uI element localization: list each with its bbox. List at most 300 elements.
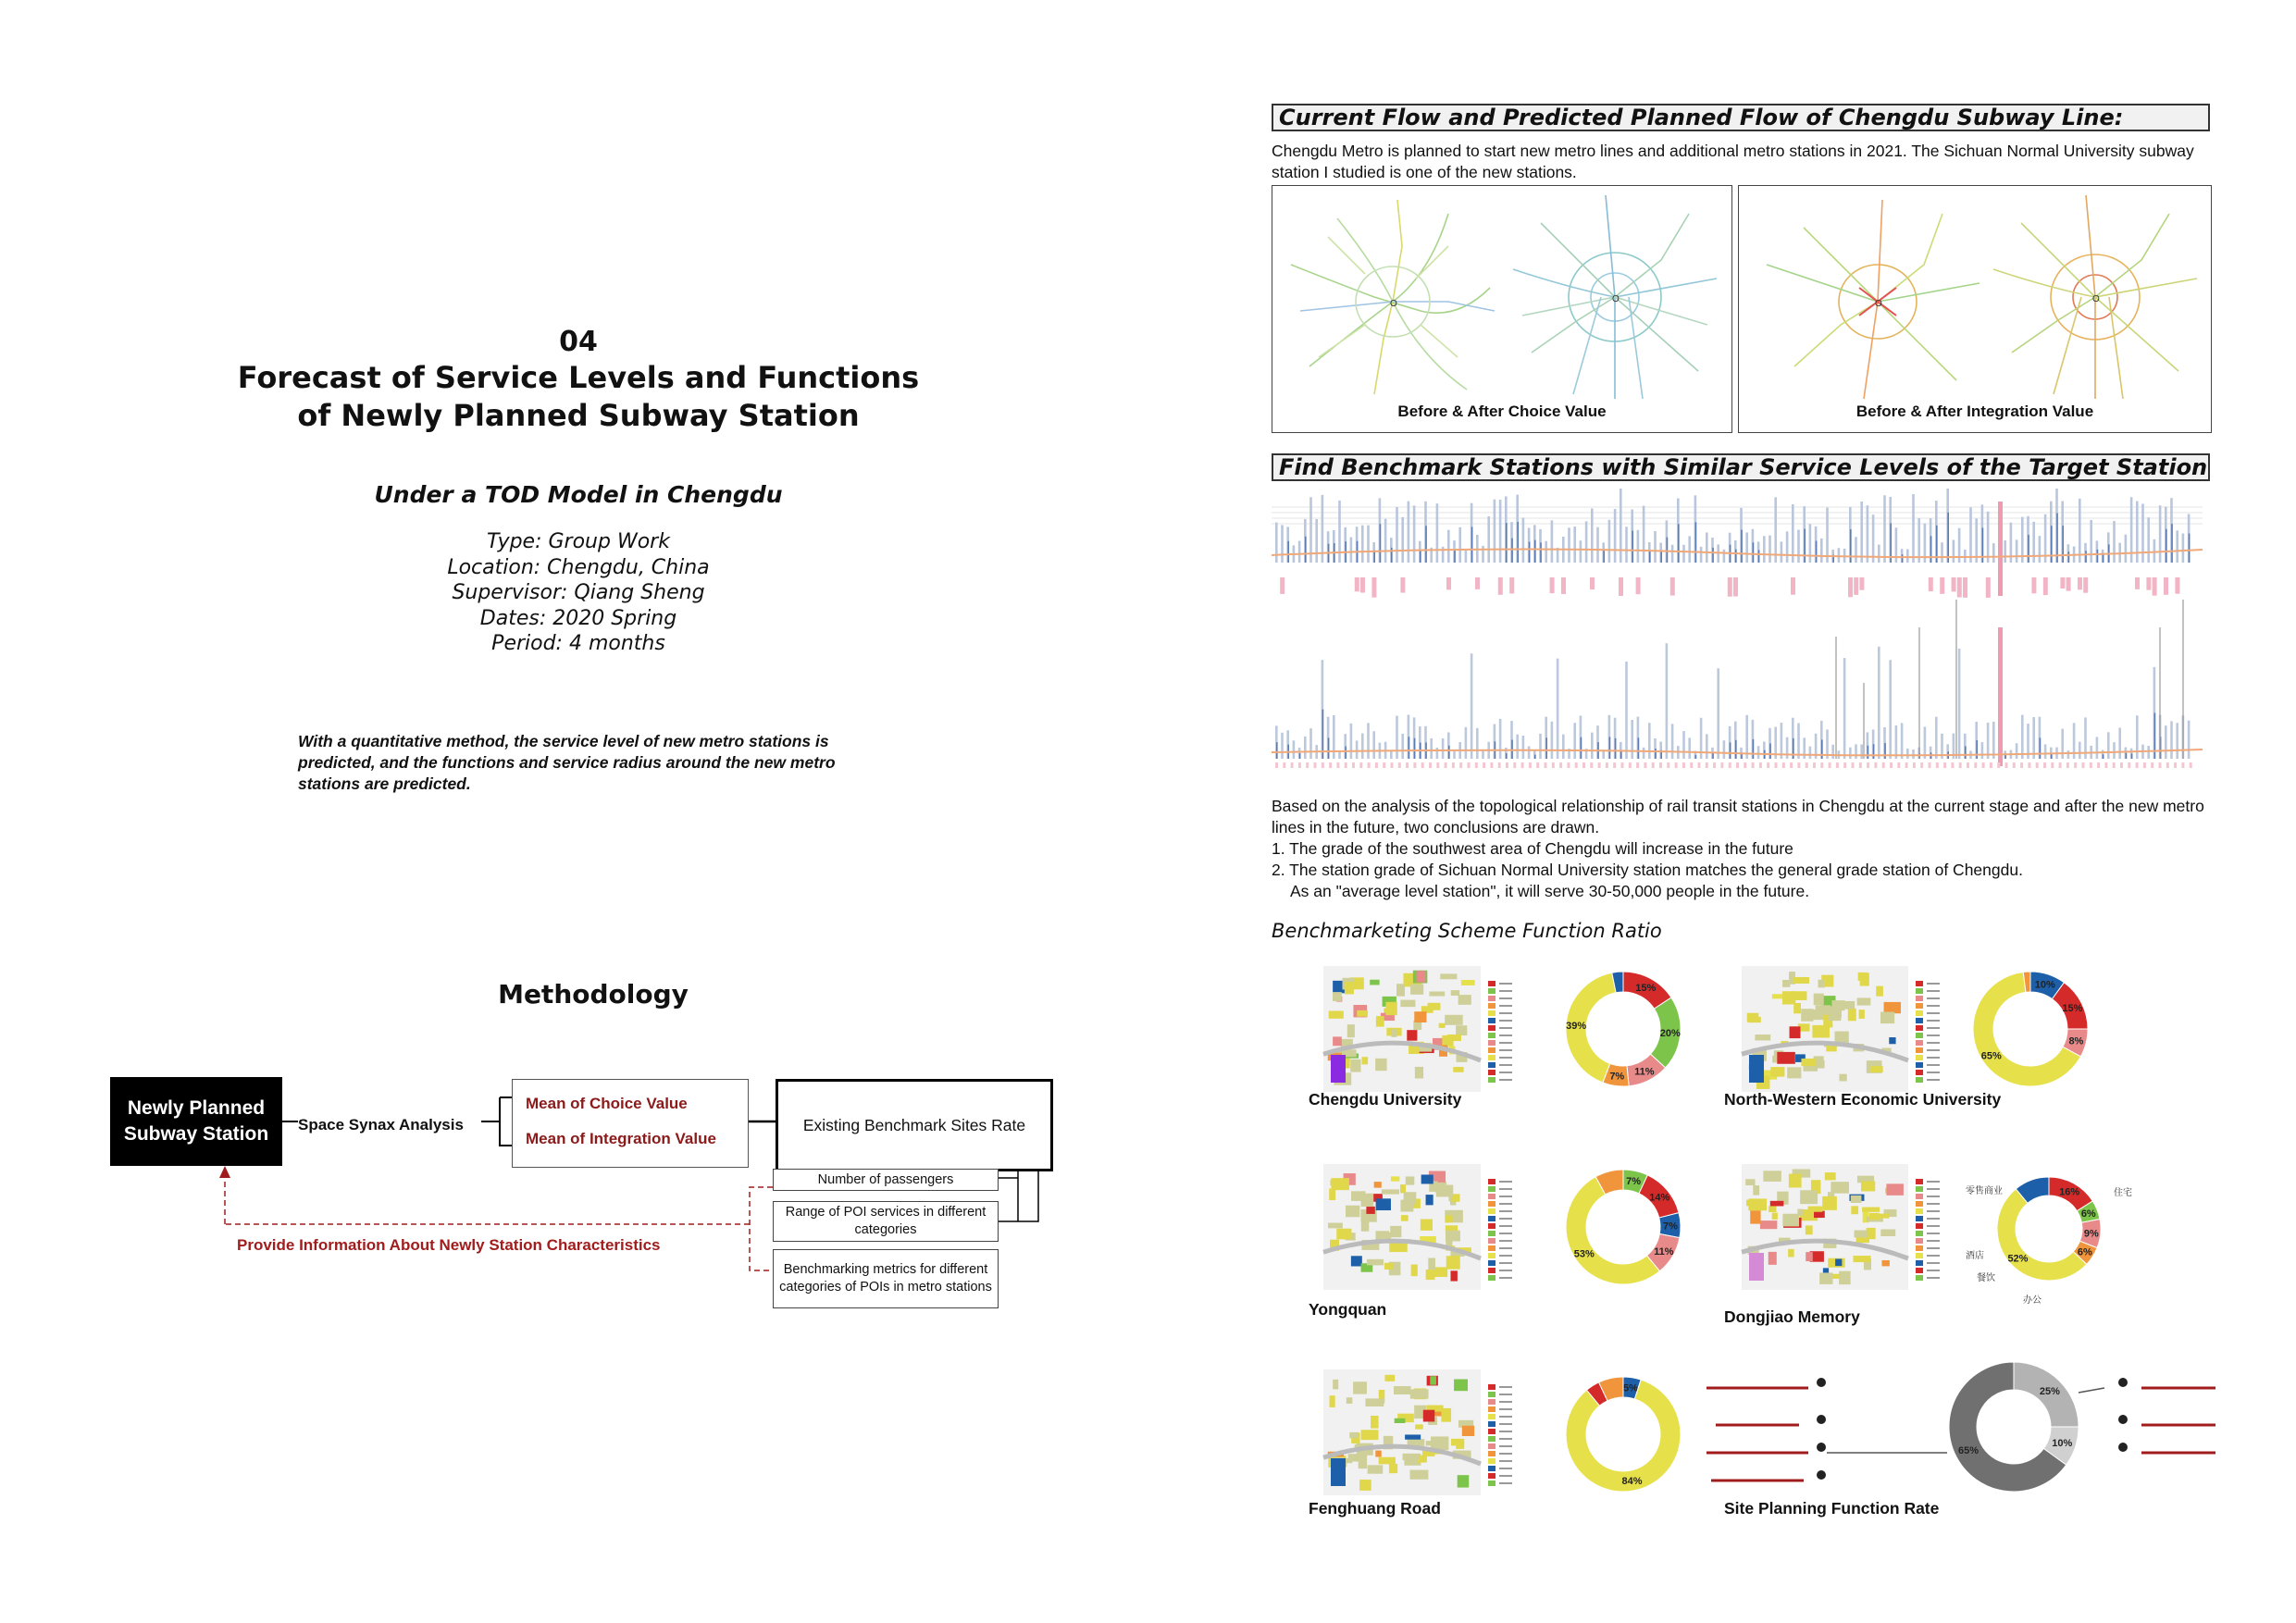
bar-pink [1644,762,1646,768]
bar-bottom-dark [1545,737,1547,759]
bar-top [1941,542,1943,563]
bar-pink [1582,762,1585,768]
bar-top [1872,514,1875,563]
bar-bottom-dark [1965,746,1967,759]
legend-text [1927,1255,1940,1257]
site-block [1848,1009,1856,1021]
bar-top [1396,507,1398,563]
bar-bottom-dark [1730,742,1731,759]
legend-swatch [1916,1033,1923,1038]
bar-pink [1490,762,1493,768]
legend-text [1927,1079,1940,1081]
bar-pink [1368,762,1371,768]
planning-icon [1817,1443,1826,1452]
bar-bottom-dark [2004,755,2006,759]
legend-text [1499,1255,1512,1257]
site-block [1861,1182,1875,1192]
space-syntax-label: Space Synax Analysis [298,1116,464,1134]
site-block [1403,1454,1420,1460]
site-block [1440,973,1457,979]
legend-swatch [1916,1194,1923,1199]
bar-top [2159,505,2162,563]
bar-bottom [2021,715,2024,759]
legend-text [1499,1394,1512,1395]
legend-swatch [1916,1223,1923,1229]
bar-bottom [2079,742,2081,759]
legend-text [1927,990,1940,992]
bar-pink [1713,762,1716,768]
donut-label: 84% [1621,1476,1643,1488]
bar-pink [1436,762,1439,768]
site-block [1777,1052,1795,1064]
bar-pink [1852,762,1855,768]
legend-swatch [1488,1179,1496,1184]
legend-text [1499,983,1512,985]
legend-text [1927,997,1940,999]
legend-swatch [1488,1253,1496,1258]
site-block [1333,992,1342,1001]
site-block [1788,1249,1793,1258]
bar-pink [2066,577,2071,591]
site-block [1376,1198,1391,1210]
bar-bottom [1797,723,1800,759]
bar-pink [1813,762,1816,768]
bar-top [1769,536,1771,563]
bar-pink [2066,762,2069,768]
legend-swatch [1488,1231,1496,1236]
bar-pink [1963,577,1967,598]
bar-top-dark [1712,548,1714,563]
bar-bottom [2170,721,2173,759]
bar-pink [1752,762,1755,768]
bar-top [1573,527,1576,563]
bar-bottom-dark [1793,738,1794,759]
bar-bottom [1471,653,1473,759]
bar-pink [1475,577,1480,589]
bar-pink [1575,762,1578,768]
section2-text: Based on the analysis of the topological relationship of rail transit stations in Chengdu at the current stage and after the new metro lines in the future, two conclusions are drawn. [1272,797,2204,836]
site-block [1822,1196,1837,1210]
bar-pink [1298,762,1301,768]
legend-swatch [1488,1033,1496,1038]
bar-bottom [1878,647,1880,759]
benchmark-rate-box: Existing Benchmark Sites Rate [776,1079,1053,1171]
site-block [1453,1067,1463,1072]
site-block [1347,1397,1352,1404]
legend-swatch [1488,1040,1496,1046]
donut-label: 7% [1609,1071,1625,1083]
bar-top-dark [1660,551,1662,563]
bar-top [1350,538,1353,563]
site-block [1385,1002,1396,1015]
bar-bottom [1350,724,1353,759]
donut-label: 8% [2068,1035,2084,1047]
bar-bottom-dark [1735,740,1737,759]
site-block [1454,1380,1468,1392]
legend-swatch [1916,1238,1923,1244]
site-block [1414,1440,1421,1444]
legend-text [1927,1042,1940,1044]
bar-pink [2104,762,2107,768]
site-block [1770,1201,1784,1207]
sub-item-benchmark-metrics: Benchmarking metrics for different categories of POIs in metro stations [773,1249,999,1308]
legend-swatch [1488,1392,1496,1397]
bar-top-dark [2103,554,2104,563]
bar-top [1969,507,1972,563]
site-block [1439,1023,1446,1028]
bar-bottom-dark [1712,753,1714,759]
bar-pink [1940,577,1944,594]
site-block [1351,1256,1362,1266]
legend-swatch [1488,1473,1496,1479]
site-block [1382,1189,1399,1194]
bar-top [1688,536,1691,563]
site-block [1769,1252,1777,1265]
legend-swatch [1916,1186,1923,1192]
legend-text [1499,1072,1512,1073]
site-block [1349,1432,1359,1438]
bar-bottom [1436,748,1439,759]
site-accent [1749,1253,1764,1281]
dongjiao-category-label: 零售商业 [1966,1186,2003,1196]
legend-text [1927,1262,1940,1264]
bar-bottom [1562,735,1565,759]
bar-top [1522,517,1525,563]
bar-top [1953,539,1955,563]
site-block [1345,982,1354,994]
bar-pink [2082,762,2085,768]
bar-bottom [1499,719,1502,759]
project-number: 04 [559,326,598,358]
bar-pink [1859,762,1862,768]
site-block [1889,1037,1895,1044]
bar-bottom [1396,716,1398,759]
bar-top [2004,540,2006,563]
bar-top [1408,502,1410,563]
site-block [1384,1263,1394,1270]
site-block [1450,1270,1457,1281]
site-block [1361,1430,1379,1440]
bar-pink [1529,762,1532,768]
bar-bottom [1516,735,1519,759]
planning-icon [1817,1378,1826,1387]
bar-pink [1452,762,1455,768]
legend-text [1499,1416,1512,1418]
site-map [1742,966,1940,1092]
bar-bottom [1924,726,1927,759]
bar-pink [1736,762,1739,768]
bar-pink [1552,762,1555,768]
site-block [1329,1188,1335,1200]
bar-top [2182,533,2185,563]
bar-top-dark [2097,550,2099,563]
bar-bottom-dark [1448,746,1450,759]
site-block [1835,1259,1842,1267]
site-block [1748,1198,1767,1210]
legend-text [1927,1188,1940,1190]
donut-label: 20% [1659,1028,1681,1040]
site-block [1400,1184,1406,1193]
legend-swatch [1488,1275,1496,1281]
donut-label: 7% [1626,1176,1642,1188]
legend-text [1499,1049,1512,1051]
bar-pink [2174,762,2177,768]
label-chengdu-university: Chengdu University [1309,1090,1462,1109]
meta-period: Period: 4 months [491,632,665,655]
site-block [1421,1220,1433,1231]
bar-pink [2005,762,2008,768]
bar-pink [2036,762,2039,768]
legend-text [1927,983,1940,985]
bar-top [1545,541,1547,563]
site-block [1347,1024,1355,1037]
planning-icon [2118,1415,2128,1424]
legend-swatch [1916,1260,1923,1266]
bar-bottom [1476,728,1479,759]
site-block [1346,1206,1359,1218]
legend-text [1927,1277,1940,1279]
legend-text [1499,1012,1512,1014]
bar-pink [1957,577,1962,597]
legend-text [1927,1210,1940,1212]
legend-text [1499,1005,1512,1007]
bar-top [1797,530,1800,563]
bar-bottom [1631,720,1633,759]
legend-swatch [1488,1047,1496,1053]
bar-highlight [1998,627,2003,766]
bar-bottom [2165,725,2167,759]
legend-swatch [1916,1070,1923,1075]
legend-swatch [1488,1055,1496,1060]
bar-pink [1829,762,1831,768]
site-block [1814,994,1824,1006]
bar-pink [2028,762,2030,768]
site-block [1870,1066,1883,1072]
site-block [1357,1010,1368,1017]
bar-top [2039,536,2042,563]
site-block [1436,1185,1453,1197]
site-block [1458,995,1471,1005]
bar-pink [1283,762,1285,768]
site-block [1376,1016,1384,1027]
legend-text [1499,1203,1512,1205]
site-block [1429,991,1445,996]
bar-bottom [1935,717,1938,759]
legend-swatch [1916,1077,1923,1083]
legend-swatch [1916,1216,1923,1221]
bar-pink [1375,762,1378,768]
leader-line [2079,1388,2104,1393]
bar-bottom-dark [2126,753,2128,759]
bar-pink [1854,577,1858,595]
bar-top [1580,540,1582,563]
bar-pink [2153,577,2157,596]
site-block [1417,971,1426,983]
bar-pink [1306,762,1309,768]
legend-swatch [1488,1245,1496,1251]
bar-top [1774,497,1777,563]
bar-bottom-dark [1638,737,1640,759]
legend-text [1499,1218,1512,1220]
bar-pink [2113,762,2116,768]
bar-bottom [1860,745,1863,759]
bar-pink [1468,762,1471,768]
site-block [1790,1026,1801,1038]
bar-pink [1371,577,1376,598]
bar-pink [1429,762,1432,768]
bar-pink [1670,577,1675,596]
label-nw-economic-university: North-Western Economic University [1724,1090,2002,1109]
bar-top-dark [2028,535,2029,563]
bar-top-dark [1902,554,1904,563]
legend-swatch [1488,988,1496,994]
bar-top [1367,526,1370,563]
section2-title: Find Benchmark Stations with Similar Service Levels of the Target Station [1272,453,2210,481]
bar-top-dark [1667,538,1669,563]
site-block [1456,1025,1467,1035]
site-block [1839,1001,1855,1010]
site-block [1461,980,1475,985]
bar-top-dark [1305,537,1307,563]
donut-label: 5% [1623,1382,1638,1394]
bar-pink [1391,762,1394,768]
bar-top-dark [1534,540,1536,563]
bar-bottom [1992,722,1995,759]
bar-pink [1698,762,1701,768]
bar-pink [1280,577,1285,594]
label-dongjiao-memory: Dongjiao Memory [1724,1307,1860,1326]
bar-top-dark [1947,513,1949,563]
site-block [1859,1010,1865,1019]
bar-pink [2060,577,2065,588]
bar-top [1682,545,1685,563]
bar-top [1275,523,1278,563]
legend-swatch [1488,1010,1496,1016]
legend-swatch [1488,981,1496,986]
bar-bottom-dark [1976,740,1978,759]
bar-bottom [1671,724,1674,759]
bar-pink [2020,762,2023,768]
donut-label: 14% [1649,1192,1670,1204]
bar-pink [2135,577,2140,589]
site-block [1395,1419,1406,1423]
site-block [1800,1190,1818,1204]
legend-swatch [1916,1062,1923,1068]
conclusion-2a: 2. The station grade of Sichuan Normal University station matches the general grade station of Chengdu. [1272,861,2023,879]
site-block [1793,1003,1801,1013]
site-block [1808,1010,1823,1020]
bar-bottom [1356,740,1359,759]
legend-swatch [1488,1238,1496,1244]
project-subtitle: Under a TOD Model in Chengdu [374,481,783,508]
bar-top-dark [1649,551,1651,563]
bar-pink [1867,762,1869,768]
bar-pink [1322,762,1324,768]
legend-swatch [1488,1186,1496,1192]
bar-top [1917,518,1920,563]
legend-swatch [1916,1018,1923,1023]
conclusion-1: 1. The grade of the southwest area of Chengdu will increase in the future [1272,839,1793,858]
donut-label: 10% [2034,979,2055,991]
legend-swatch [1488,1384,1496,1390]
bar-top [1809,524,1812,563]
meta-dates: Dates: 2020 Spring [479,606,677,630]
site-block [1410,1389,1429,1398]
bar-bottom [1430,738,1433,759]
legend-swatch [1488,1451,1496,1456]
legend-text [1499,1181,1512,1183]
bar-pink [1806,762,1808,768]
legend-swatch [1488,1458,1496,1464]
bar-top-dark [1425,526,1427,563]
bar-pink [2051,762,2054,768]
site-block [1451,990,1459,996]
bar-pink [1882,762,1885,768]
bar-top-dark [1471,527,1473,563]
site-map [1323,1164,1512,1290]
legend-text [1499,1057,1512,1059]
legend-text [1927,1233,1940,1234]
donut-label: 11% [1634,1066,1655,1078]
site-block [1831,1182,1849,1194]
legend-text [1499,1210,1512,1212]
site-block [1396,984,1405,996]
bar-pink [2120,762,2123,768]
bar-top [1413,505,1416,563]
site-block [1361,1220,1370,1232]
bar-top [2125,535,2128,563]
bar-pink [1759,762,1762,768]
bar-bottom [1706,734,1708,759]
methodology-title: Methodology [498,979,689,1010]
site-block [1391,1176,1399,1181]
bar-bottom [2067,750,2070,759]
donut-label: 6% [2080,1208,2096,1220]
site-block [1371,1416,1378,1429]
bar-pink [2059,762,2062,768]
bar-bottom-dark [1609,737,1611,759]
bar-bottom [1981,742,1984,759]
bar-bottom [1666,643,1669,759]
bar-pink [1733,577,1738,596]
bar-bottom [1304,737,1307,759]
legend-text [1927,1218,1940,1220]
bar-bottom-dark [1655,749,1657,759]
bar-bottom-dark [1506,753,1508,759]
bar-bottom-dark [2040,737,2042,759]
site-block [1359,1480,1371,1491]
site-block [1375,1059,1386,1071]
site-block [1390,1226,1401,1237]
newly-planned-station-box [110,1077,282,1166]
bar-bottom [1901,723,1904,759]
planning-icon [2118,1443,2128,1452]
integration-map-caption: Before & After Integration Value [1855,403,2094,420]
site-block [1410,985,1423,995]
bar-top [1838,548,1841,563]
legend-swatch [1916,988,1923,994]
bar-top [1820,539,1823,563]
bar-pink [1959,762,1962,768]
bar-top [1745,532,1748,563]
bar-bottom [1895,725,1898,759]
bar-top-dark [2062,526,2064,563]
site-block [1839,1074,1846,1082]
label-yongquan: Yongquan [1309,1300,1387,1319]
site-map [1323,966,1512,1092]
bar-pink [2083,577,2088,593]
site-block [1411,1265,1418,1277]
